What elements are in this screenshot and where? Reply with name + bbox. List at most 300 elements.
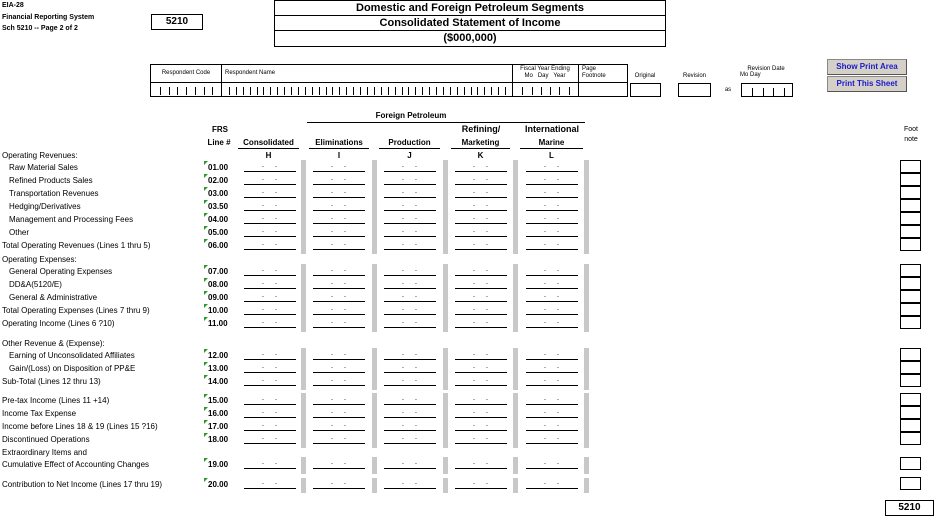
- amount-cell[interactable]: . .: [455, 362, 507, 373]
- tick-mark: [186, 87, 187, 95]
- tick-mark: [229, 87, 230, 95]
- footnote-header-2: note: [904, 136, 918, 143]
- amount-cell[interactable]: . .: [313, 458, 365, 469]
- line-number: 03.50: [208, 202, 229, 211]
- column-separator: [301, 264, 306, 332]
- row-label: Discontinued Operations: [2, 435, 90, 444]
- amount-cell[interactable]: . .: [244, 375, 296, 386]
- footnote-box[interactable]: [900, 238, 921, 251]
- line-number: 02.00: [208, 176, 229, 185]
- amount-cell[interactable]: . .: [526, 226, 578, 237]
- amount-cell[interactable]: . .: [244, 349, 296, 360]
- column-header-underline: [451, 148, 510, 149]
- amount-cell[interactable]: . .: [384, 375, 436, 386]
- respondent-code-label: Respondent Code: [161, 70, 211, 76]
- tick-mark: [773, 88, 774, 96]
- column-separator: [513, 478, 518, 493]
- amount-cell[interactable]: . .: [455, 278, 507, 289]
- amount-cell[interactable]: . .: [244, 420, 296, 431]
- amount-cell[interactable]: . .: [455, 187, 507, 198]
- row-label: Sub-Total (Lines 12 thru 13): [2, 377, 101, 386]
- amount-cell[interactable]: . .: [526, 174, 578, 185]
- column-separator: [301, 160, 306, 254]
- form-system: Financial Reporting System: [2, 14, 95, 21]
- amount-cell[interactable]: . .: [384, 239, 436, 250]
- column-letter-0: H: [265, 151, 272, 160]
- amount-cell[interactable]: . .: [526, 161, 578, 172]
- amount-cell[interactable]: . .: [455, 317, 507, 328]
- amount-cell[interactable]: . .: [455, 291, 507, 302]
- row-label: Cumulative Effect of Accounting Changes: [2, 460, 150, 469]
- line-no-header: Line #: [207, 138, 231, 147]
- section-other-revenue: Other Revenue & (Expense):: [2, 339, 105, 348]
- tick-mark: [160, 87, 161, 95]
- line-number: 04.00: [208, 215, 229, 224]
- title-line2: Consolidated Statement of Income: [275, 16, 665, 31]
- strip-sep-3: [578, 64, 579, 97]
- amount-cell[interactable]: . .: [313, 317, 365, 328]
- column-separator: [443, 478, 448, 493]
- tick-mark: [374, 87, 375, 95]
- tick-mark: [298, 87, 299, 95]
- amount-cell[interactable]: . .: [526, 433, 578, 444]
- amount-cell[interactable]: . .: [384, 187, 436, 198]
- footnote-box[interactable]: [900, 419, 921, 432]
- line-number: 16.00: [208, 409, 229, 418]
- amount-cell[interactable]: . .: [455, 375, 507, 386]
- line-number: 14.00: [208, 377, 229, 386]
- amount-cell[interactable]: . .: [313, 187, 365, 198]
- footnote-box[interactable]: [900, 173, 921, 186]
- column-separator: [301, 348, 306, 390]
- column-header-underline: [238, 148, 299, 149]
- line-number: 09.00: [208, 293, 229, 302]
- column-separator: [513, 393, 518, 448]
- column-separator: [443, 393, 448, 448]
- amount-cell[interactable]: . .: [526, 407, 578, 418]
- amount-cell[interactable]: . .: [526, 458, 578, 469]
- amount-cell[interactable]: . .: [244, 213, 296, 224]
- amount-cell[interactable]: . .: [313, 394, 365, 405]
- tick-mark: [559, 87, 560, 95]
- amount-cell[interactable]: . .: [384, 161, 436, 172]
- line-number: 18.00: [208, 435, 229, 444]
- footer-code: 5210: [885, 500, 934, 516]
- footnote-box[interactable]: [900, 277, 921, 290]
- schedule-code: 5210: [151, 14, 203, 30]
- respondent-name-input[interactable]: [222, 83, 512, 96]
- column-separator: [301, 478, 306, 493]
- amount-cell[interactable]: . .: [384, 304, 436, 315]
- line-number: 08.00: [208, 280, 229, 289]
- row-label: General Operating Expenses: [9, 267, 113, 276]
- amount-cell[interactable]: . .: [384, 265, 436, 276]
- footnote-box[interactable]: [900, 160, 921, 173]
- tick-mark: [450, 87, 451, 95]
- row-label: Other: [9, 228, 30, 237]
- column-header-underline: [520, 148, 583, 149]
- fiscal-date-input[interactable]: [513, 83, 578, 96]
- tick-mark: [257, 87, 258, 95]
- column-separator: [372, 160, 377, 254]
- section-operating-expenses: Operating Expenses:: [2, 255, 77, 264]
- amount-cell[interactable]: . .: [455, 200, 507, 211]
- tick-mark: [388, 87, 389, 95]
- column-header-0: Consolidated: [243, 138, 294, 147]
- column-separator: [513, 160, 518, 254]
- column-separator: [372, 348, 377, 390]
- tick-mark: [346, 87, 347, 95]
- page-label: Page: [582, 66, 597, 72]
- footnote-box[interactable]: [900, 457, 921, 470]
- amount-cell[interactable]: . .: [384, 291, 436, 302]
- tick-mark: [312, 87, 313, 95]
- tick-mark: [353, 87, 354, 95]
- column-header-1: Eliminations: [315, 138, 363, 147]
- footnote-box[interactable]: [900, 406, 921, 419]
- tick-mark: [305, 87, 306, 95]
- footnote-box[interactable]: [900, 303, 921, 316]
- international-header: International: [524, 124, 579, 134]
- line-number: 06.00: [208, 241, 229, 250]
- line-number: 20.00: [208, 480, 229, 489]
- amount-cell[interactable]: . .: [244, 458, 296, 469]
- column-separator: [584, 457, 589, 474]
- tick-mark: [784, 88, 785, 96]
- column-header-2: Production: [388, 138, 431, 147]
- tick-mark: [436, 87, 437, 95]
- amount-cell[interactable]: . .: [455, 458, 507, 469]
- row-label: Income before Lines 18 & 19 (Lines 15 ?16): [2, 422, 158, 431]
- tick-mark: [395, 87, 396, 95]
- tick-mark: [177, 87, 178, 95]
- amount-cell[interactable]: . .: [384, 407, 436, 418]
- tick-mark: [763, 88, 764, 96]
- tick-mark: [498, 87, 499, 95]
- line-number: 03.00: [208, 189, 229, 198]
- tick-mark: [429, 87, 430, 95]
- tick-mark: [381, 87, 382, 95]
- amount-cell[interactable]: . .: [455, 304, 507, 315]
- footnote-box[interactable]: [900, 348, 921, 361]
- amount-cell[interactable]: . .: [455, 213, 507, 224]
- amount-cell[interactable]: . .: [244, 407, 296, 418]
- footnote-box[interactable]: [900, 432, 921, 445]
- amount-cell[interactable]: . .: [384, 478, 436, 489]
- amount-cell[interactable]: . .: [526, 375, 578, 386]
- amount-cell[interactable]: . .: [244, 362, 296, 373]
- amount-cell[interactable]: . .: [313, 174, 365, 185]
- amount-cell[interactable]: . .: [455, 433, 507, 444]
- amount-cell[interactable]: . .: [455, 478, 507, 489]
- row-label: Refined Products Sales: [9, 176, 93, 185]
- line-number: 13.00: [208, 364, 229, 373]
- amount-cell[interactable]: . .: [313, 213, 365, 224]
- amount-cell[interactable]: . .: [384, 433, 436, 444]
- line-number: 15.00: [208, 396, 229, 405]
- amount-cell[interactable]: . .: [526, 362, 578, 373]
- column-separator: [372, 264, 377, 332]
- row-label: Management and Processing Fees: [9, 215, 134, 224]
- column-separator: [513, 264, 518, 332]
- fiscal-mdy-label: Mo Day Year: [524, 73, 566, 79]
- amount-cell[interactable]: . .: [384, 317, 436, 328]
- footnote-box[interactable]: [900, 290, 921, 303]
- tick-mark: [367, 87, 368, 95]
- amount-cell[interactable]: . .: [313, 200, 365, 211]
- footnote-box[interactable]: [900, 225, 921, 238]
- amount-cell[interactable]: . .: [244, 187, 296, 198]
- revision-label: Revision: [682, 73, 706, 79]
- revision-date-label: Revision Date: [747, 66, 785, 72]
- revision-input[interactable]: [678, 83, 711, 97]
- tick-mark: [541, 87, 542, 95]
- tick-mark: [569, 87, 570, 95]
- amount-cell[interactable]: . .: [455, 161, 507, 172]
- show-print-area-button[interactable]: Show Print Area: [827, 59, 907, 75]
- amount-cell[interactable]: . .: [313, 375, 365, 386]
- respondent-name-label: Respondent Name: [225, 70, 276, 76]
- tick-mark: [270, 87, 271, 95]
- amount-cell[interactable]: . .: [526, 213, 578, 224]
- refining-header: Refining/: [461, 124, 501, 134]
- column-separator: [372, 478, 377, 493]
- tick-mark: [477, 87, 478, 95]
- tick-mark: [457, 87, 458, 95]
- tick-mark: [332, 87, 333, 95]
- original-input[interactable]: [630, 83, 661, 97]
- tick-mark: [422, 87, 423, 95]
- form-id: EIA-28: [2, 2, 24, 9]
- column-separator: [301, 393, 306, 448]
- amount-cell[interactable]: . .: [313, 226, 365, 237]
- amount-cell[interactable]: . .: [526, 200, 578, 211]
- amount-cell[interactable]: . .: [526, 420, 578, 431]
- column-separator: [443, 160, 448, 254]
- column-letter-1: I: [337, 151, 341, 160]
- section-operating-revenues: Operating Revenues:: [2, 151, 78, 160]
- footnote-box[interactable]: [900, 212, 921, 225]
- foreign-petroleum-underline: [307, 122, 585, 123]
- line-number: 17.00: [208, 422, 229, 431]
- tick-mark: [212, 87, 213, 95]
- amount-cell[interactable]: . .: [455, 394, 507, 405]
- amount-cell[interactable]: . .: [384, 349, 436, 360]
- column-header-3: Marketing: [461, 138, 500, 147]
- column-separator: [372, 393, 377, 448]
- print-this-sheet-button[interactable]: Print This Sheet: [827, 76, 907, 92]
- amount-cell[interactable]: . .: [526, 291, 578, 302]
- row-label: General & Administrative: [9, 293, 98, 302]
- tick-mark: [522, 87, 523, 95]
- amount-cell[interactable]: . .: [455, 407, 507, 418]
- row-label: Gain/(Loss) on Disposition of PP&E: [9, 364, 136, 373]
- amount-cell[interactable]: . .: [313, 407, 365, 418]
- footnote-box[interactable]: [900, 393, 921, 406]
- column-separator: [513, 457, 518, 474]
- tick-mark: [408, 87, 409, 95]
- foreign-petroleum-header: Foreign Petroleum: [375, 111, 447, 120]
- amount-cell[interactable]: . .: [313, 478, 365, 489]
- column-header-4: Marine: [538, 138, 565, 147]
- column-letter-4: L: [549, 151, 554, 160]
- amount-cell[interactable]: . .: [313, 433, 365, 444]
- tick-mark: [169, 87, 170, 95]
- tick-mark: [236, 87, 237, 95]
- amount-cell[interactable]: . .: [244, 239, 296, 250]
- tick-mark: [415, 87, 416, 95]
- tick-mark: [243, 87, 244, 95]
- line-number: 11.00: [208, 319, 228, 328]
- footnote-box[interactable]: [900, 316, 921, 329]
- line-number: 01.00: [208, 163, 229, 172]
- tick-mark: [550, 87, 551, 95]
- column-separator: [584, 264, 589, 332]
- amount-cell[interactable]: . .: [313, 265, 365, 276]
- column-separator: [584, 478, 589, 493]
- revision-date-input[interactable]: [741, 83, 793, 97]
- title-line3: ($000,000): [443, 32, 497, 44]
- row-label: Transportation Revenues: [9, 189, 99, 198]
- line-number: 19.00: [208, 460, 229, 469]
- amount-cell[interactable]: . .: [244, 433, 296, 444]
- title-line1: Domestic and Foreign Petroleum Segments: [275, 1, 665, 16]
- tick-mark: [402, 87, 403, 95]
- amount-cell[interactable]: . .: [384, 174, 436, 185]
- column-separator: [584, 393, 589, 448]
- footnote-box[interactable]: [900, 186, 921, 199]
- footnote-header-1: Foot: [903, 126, 918, 133]
- amount-cell[interactable]: . .: [384, 226, 436, 237]
- amount-cell[interactable]: . .: [313, 291, 365, 302]
- amount-cell[interactable]: . .: [455, 265, 507, 276]
- amount-cell[interactable]: . .: [244, 291, 296, 302]
- title-box: [274, 0, 666, 47]
- amount-cell[interactable]: . .: [526, 317, 578, 328]
- amount-cell[interactable]: . .: [313, 349, 365, 360]
- section-extraordinary: Extraordinary Items and: [2, 448, 87, 457]
- amount-cell[interactable]: . .: [526, 278, 578, 289]
- amount-cell[interactable]: . .: [244, 161, 296, 172]
- amount-cell[interactable]: . .: [384, 362, 436, 373]
- footnote-box[interactable]: [900, 361, 921, 374]
- amount-cell[interactable]: . .: [526, 187, 578, 198]
- amount-cell[interactable]: . .: [244, 174, 296, 185]
- footnote-label: Footnote: [582, 73, 606, 79]
- line-number: 12.00: [208, 351, 229, 360]
- line-number: 05.00: [208, 228, 229, 237]
- footnote-box[interactable]: [900, 264, 921, 277]
- row-label: Total Operating Revenues (Lines 1 thru 5): [2, 241, 151, 250]
- tick-mark: [277, 87, 278, 95]
- tick-mark: [339, 87, 340, 95]
- amount-cell[interactable]: . .: [526, 239, 578, 250]
- row-label: Contribution to Net Income (Lines 17 thru 19): [2, 480, 163, 489]
- column-separator: [443, 348, 448, 390]
- line-number: 07.00: [208, 267, 229, 276]
- original-label: Original: [634, 73, 656, 79]
- amount-cell[interactable]: . .: [244, 478, 296, 489]
- amount-cell[interactable]: . .: [384, 458, 436, 469]
- amount-cell[interactable]: . .: [455, 349, 507, 360]
- amount-cell[interactable]: . .: [526, 349, 578, 360]
- column-separator: [584, 348, 589, 390]
- tick-mark: [284, 87, 285, 95]
- amount-cell[interactable]: . .: [384, 278, 436, 289]
- amount-cell[interactable]: . .: [384, 200, 436, 211]
- amount-cell[interactable]: . .: [455, 239, 507, 250]
- amount-cell[interactable]: . .: [313, 362, 365, 373]
- amount-cell[interactable]: . .: [244, 278, 296, 289]
- amount-cell[interactable]: . .: [526, 265, 578, 276]
- tick-mark: [471, 87, 472, 95]
- row-label: Raw Material Sales: [9, 163, 78, 172]
- footnote-box[interactable]: [900, 199, 921, 212]
- amount-cell[interactable]: . .: [313, 161, 365, 172]
- tick-mark: [464, 87, 465, 95]
- amount-cell[interactable]: . .: [455, 226, 507, 237]
- tick-mark: [204, 87, 205, 95]
- column-header-underline: [309, 148, 369, 149]
- amount-cell[interactable]: . .: [313, 420, 365, 431]
- amount-cell[interactable]: . .: [313, 278, 365, 289]
- column-separator: [584, 160, 589, 254]
- row-label: Income Tax Expense: [2, 409, 77, 418]
- column-letter-3: K: [477, 151, 484, 160]
- amount-cell[interactable]: . .: [313, 304, 365, 315]
- amount-cell[interactable]: . .: [313, 239, 365, 250]
- amount-cell[interactable]: . .: [244, 317, 296, 328]
- amount-cell[interactable]: . .: [244, 265, 296, 276]
- column-separator: [443, 457, 448, 474]
- row-label: Earning of Unconsolidated Affiliates: [9, 351, 135, 360]
- column-separator: [372, 457, 377, 474]
- row-label: Pre-tax Income (Lines 11 +14): [2, 396, 110, 405]
- amount-cell[interactable]: . .: [384, 213, 436, 224]
- amount-cell[interactable]: . .: [455, 174, 507, 185]
- row-label: Hedging/Derivatives: [9, 202, 81, 211]
- tick-mark: [491, 87, 492, 95]
- tick-mark: [752, 88, 753, 96]
- tick-mark: [326, 87, 327, 95]
- amount-cell[interactable]: . .: [526, 394, 578, 405]
- row-label: Operating Income (Lines 6 ?10): [2, 319, 115, 328]
- amount-cell[interactable]: . .: [526, 304, 578, 315]
- tick-mark: [250, 87, 251, 95]
- respondent-code-input[interactable]: [151, 83, 221, 96]
- tick-mark: [532, 87, 533, 95]
- column-header-underline: [379, 148, 440, 149]
- amount-cell[interactable]: . .: [384, 420, 436, 431]
- amount-cell[interactable]: . .: [244, 304, 296, 315]
- tick-mark: [263, 87, 264, 95]
- tick-mark: [443, 87, 444, 95]
- tick-mark: [484, 87, 485, 95]
- amount-cell[interactable]: . .: [384, 394, 436, 405]
- column-separator: [443, 264, 448, 332]
- footnote-box[interactable]: [900, 374, 921, 387]
- footnote-box[interactable]: [900, 477, 921, 490]
- amount-cell[interactable]: . .: [455, 420, 507, 431]
- row-label: Total Operating Expenses (Lines 7 thru 9): [2, 306, 150, 315]
- amount-cell[interactable]: . .: [244, 226, 296, 237]
- amount-cell[interactable]: . .: [526, 478, 578, 489]
- amount-cell[interactable]: . .: [244, 200, 296, 211]
- amount-cell[interactable]: . .: [244, 394, 296, 405]
- as-label: as: [724, 87, 732, 93]
- frs-header: FRS: [212, 125, 228, 134]
- column-separator: [301, 457, 306, 474]
